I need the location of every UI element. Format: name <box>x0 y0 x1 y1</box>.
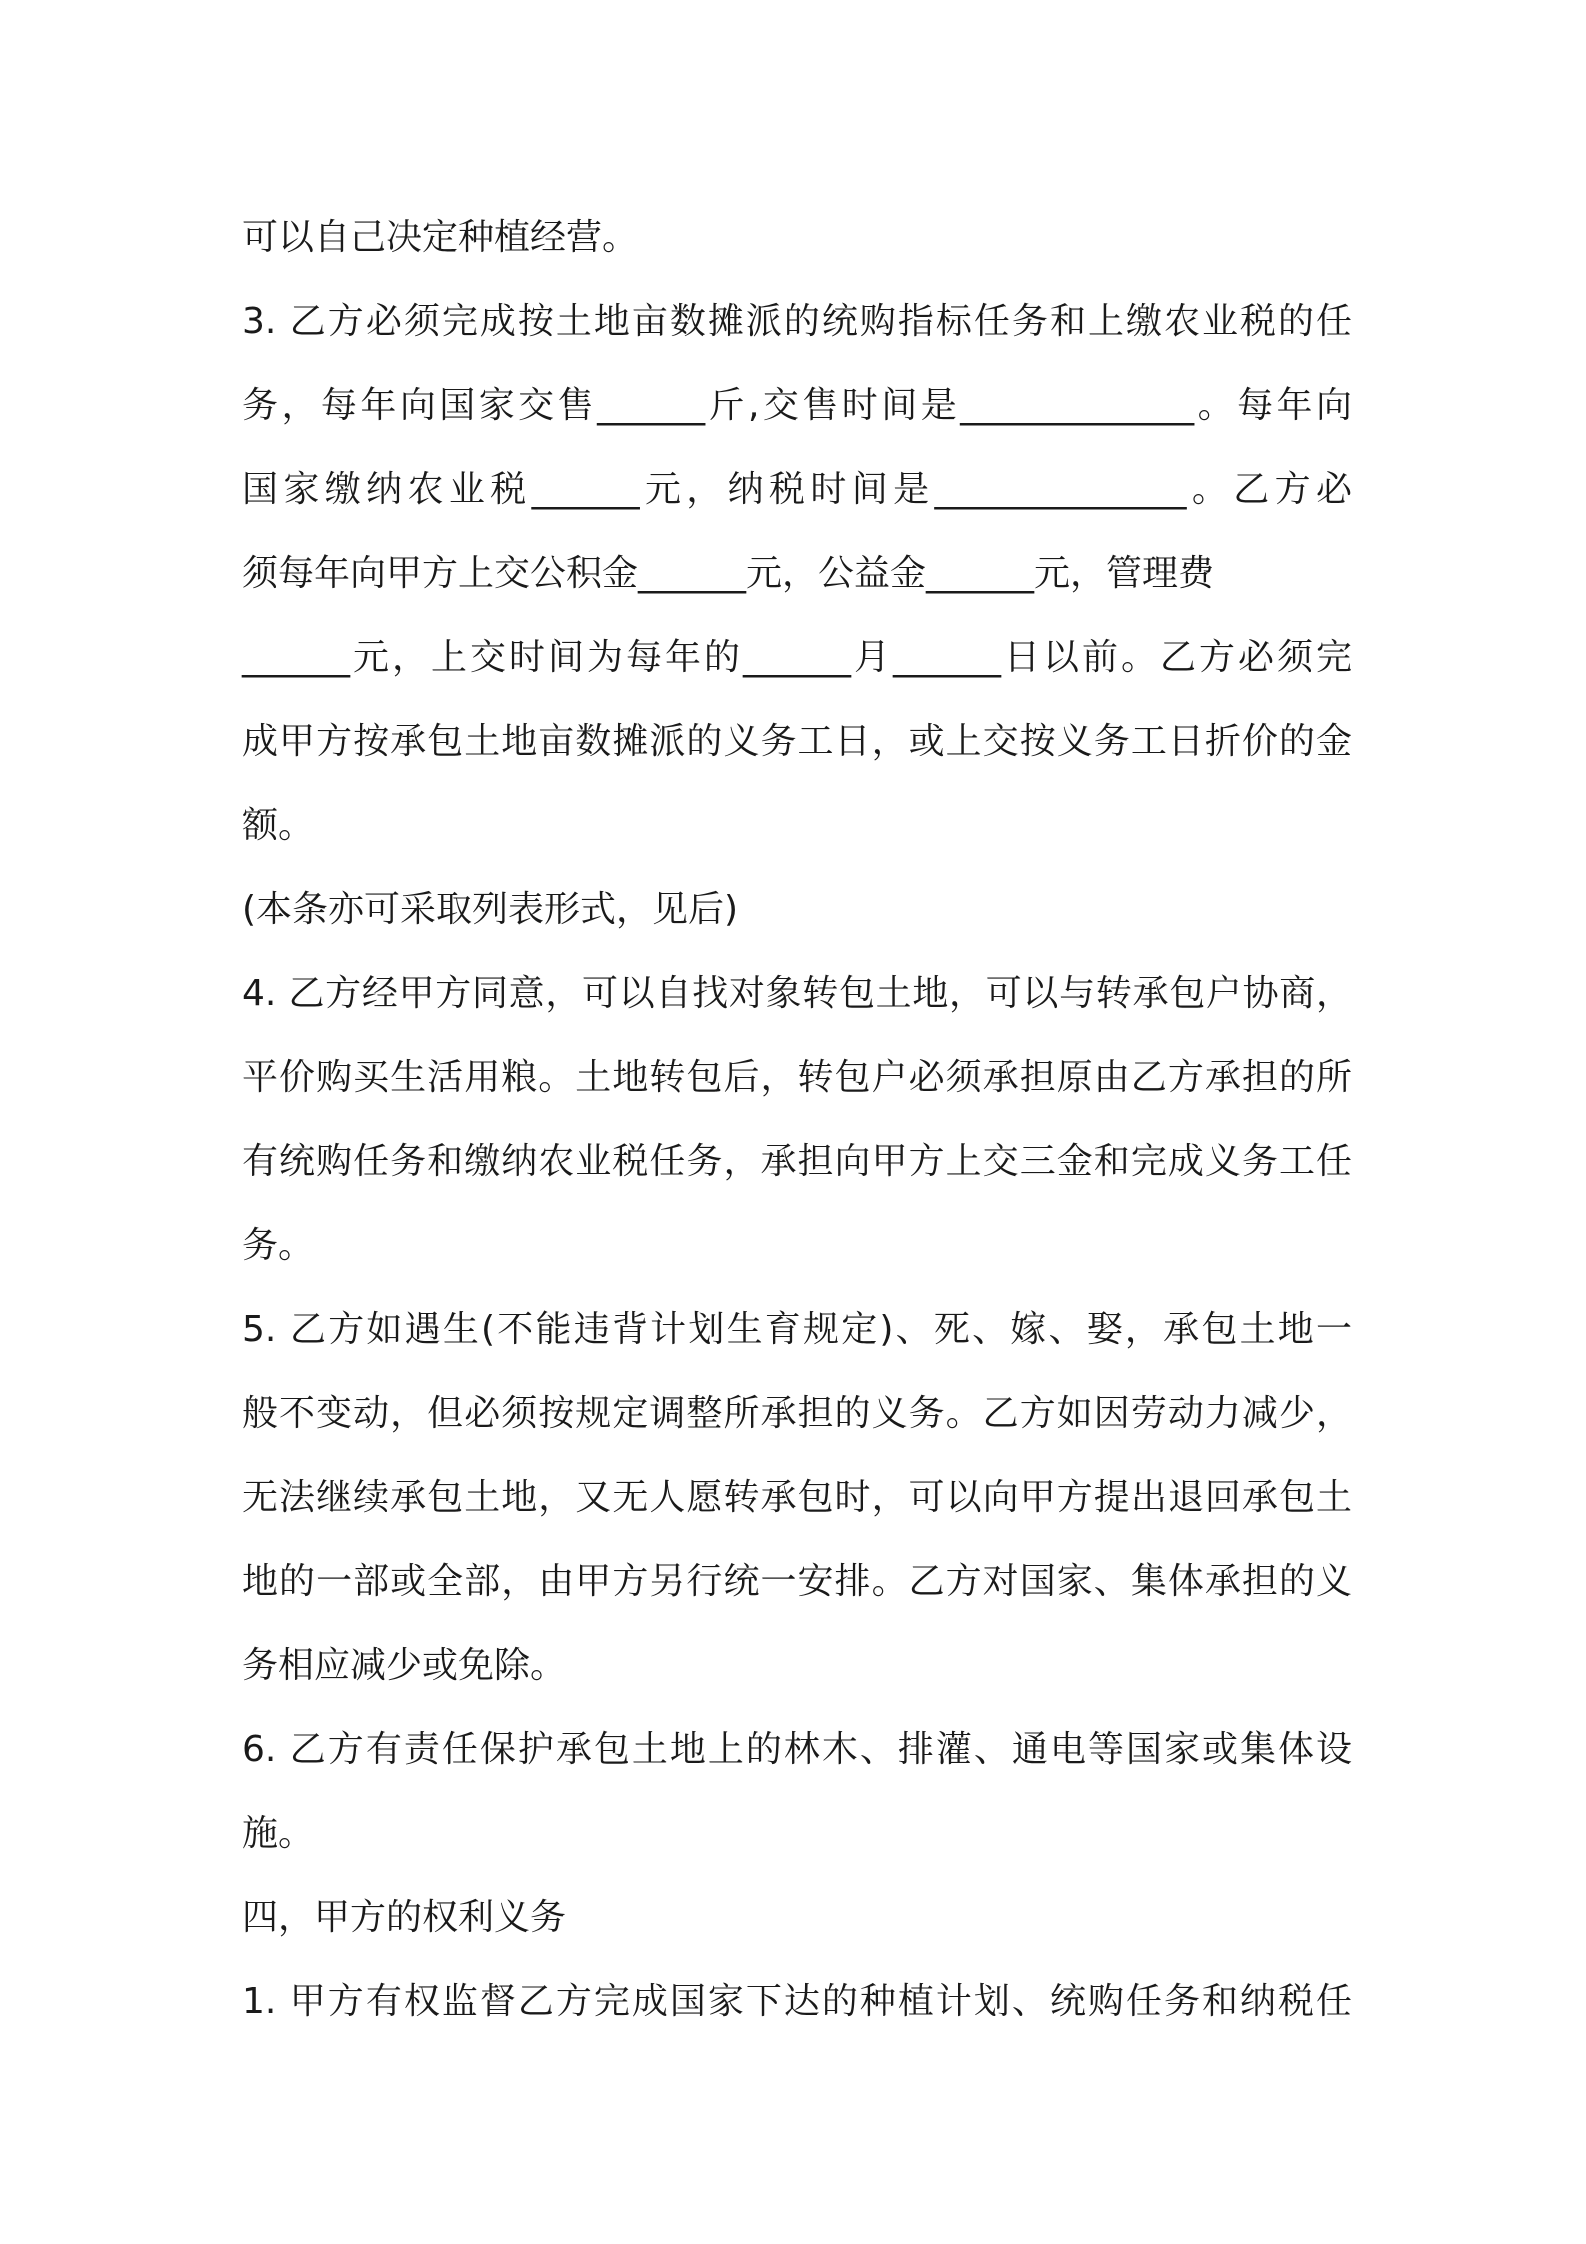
text-line: 可以自己决定种植经营。 <box>242 217 639 258</box>
text-line: 有统购任务和缴纳农业税任务，承担向甲方上交三金和完成义务工任 <box>242 1141 1352 1182</box>
text-line: 般不变动，但必须按规定调整所承担的义务。乙方如因劳动力减少， <box>242 1393 1352 1434</box>
text-line: 须每年向甲方上交公积金______元，公益金______元，管理费 <box>242 553 1215 594</box>
text-line: 额。 <box>242 805 315 846</box>
text-line: 施。 <box>242 1813 315 1854</box>
section-heading: 四，甲方的权利义务 <box>242 1897 567 1938</box>
text-line: 6. 乙方有责任保护承包土地上的林木、排灌、通电等国家或集体设 <box>242 1729 1352 1770</box>
text-line: 无法继续承包土地，又无人愿转承包时，可以向甲方提出退回承包土 <box>242 1477 1352 1518</box>
text-line: 务，每年向国家交售______斤,交售时间是_____________。每年向 <box>242 385 1352 426</box>
text-line: 国家缴纳农业税______元，纳税时间是______________。乙方必 <box>242 469 1352 510</box>
text-line: ______元，上交时间为每年的______月______日以前。乙方必须完 <box>242 637 1352 678</box>
text-line: 5. 乙方如遇生(不能违背计划生育规定)、死、嫁、娶，承包土地一 <box>242 1309 1352 1350</box>
text-line: 成甲方按承包土地亩数摊派的义务工日，或上交按义务工日折价的金 <box>242 721 1352 762</box>
document-body <box>242 196 1352 2044</box>
text-line: 地的一部或全部，由甲方另行统一安排。乙方对国家、集体承担的义 <box>242 1561 1352 1602</box>
text-line: (本条亦可采取列表形式，见后) <box>242 889 739 930</box>
text-line: 平价购买生活用粮。土地转包后，转包户必须承担原由乙方承担的所 <box>242 1057 1352 1098</box>
text-line: 务。 <box>242 1225 315 1266</box>
text-line: 4. 乙方经甲方同意，可以自找对象转包土地，可以与转承包户协商， <box>242 973 1352 1014</box>
text-line: 务相应减少或免除。 <box>242 1645 567 1686</box>
text-line: 1. 甲方有权监督乙方完成国家下达的种植计划、统购任务和纳税任 <box>242 1981 1352 2022</box>
text-line: 3. 乙方必须完成按土地亩数摊派的统购指标任务和上缴农业税的任 <box>242 301 1352 342</box>
